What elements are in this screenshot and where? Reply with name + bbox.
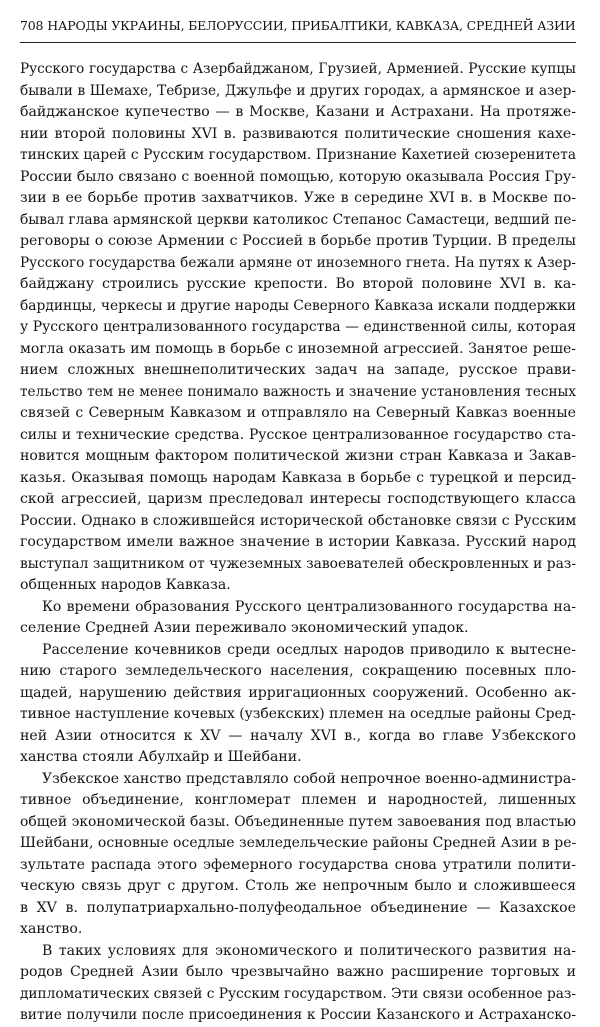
text-line: тивное объединение, конгломерат племен и народностей, лишенных xyxy=(20,792,576,808)
text-line: общенных народов Кавказа. xyxy=(20,577,231,593)
text-line: выступал защитником от чужеземных завоевателей обескровленных и раз- xyxy=(20,555,576,572)
text-line: тельство тем не менее понимало важность и значение установления тесных xyxy=(20,383,576,400)
running-header xyxy=(20,14,576,38)
text-line: В таких условиях для экономического и политического развития на- xyxy=(42,942,576,959)
text-line: ческую связь друг с другом. Столь же непрочным было и сложившееся xyxy=(20,878,576,894)
text-line: Русского государства бежали армяне от иноземного гнета. На путях к Азер- xyxy=(20,254,576,271)
text-line: нием сложных внешнеполитических задач на западе, русское прави- xyxy=(20,362,576,378)
text-line: новится мощным фактором политической жизни стран Кавказа и Закав- xyxy=(20,448,576,464)
text-line: казья. Оказывая помощь народам Кавказа в борьбе с турецкой и персид- xyxy=(20,469,576,486)
text-line: реговоры о союзе Армении с Россией в борьбе против Турции. В пределы xyxy=(20,233,576,249)
body-text xyxy=(20,59,576,1027)
text-line: ханство. xyxy=(20,921,83,937)
text-line: бывали в Шемахе, Тебризе, Джульфе и других городах, а армянское и азер- xyxy=(20,82,576,99)
text-line: зультате распада этого эфемерного государства снова утратили полити- xyxy=(20,856,576,873)
text-line: России было связано с военной помощью, которую оказывала Россия Гру- xyxy=(20,168,576,185)
text-line: тивное наступление кочевых (узбекских) племен на оседлые районы Сред- xyxy=(20,706,576,722)
text-line: у Русского централизованного государства — единственной силы, которая xyxy=(20,319,576,335)
text-line: Узбекское ханство представляло собой непрочное военно-администра- xyxy=(42,770,576,787)
text-line: России. Однако в сложившейся исторической обстановке связи с Русским xyxy=(20,512,576,529)
text-line: нию старого земледельческого населения, сокращению посевных пло- xyxy=(20,663,576,679)
text-line: байджанское купечество — в Москве, Казани и Астрахани. На протяже- xyxy=(20,104,576,120)
text-line: силы и технические средства. Русское централизованное государство ста- xyxy=(20,426,576,443)
text-line: селение Средней Азии переживало экономический упадок. xyxy=(20,620,469,636)
text-line: Расселение кочевников среди оседлых народов приводило к вытесне- xyxy=(42,641,576,658)
text-line: ханства стояли Абулхайр и Шейбани. xyxy=(20,749,302,765)
text-line: связей с Северным Кавказом и отправляло на Северный Кавказ военные xyxy=(20,405,576,421)
header-rule xyxy=(20,42,576,43)
text-line: общей экономической базы. Объединенные путем завоевания под властью xyxy=(20,813,576,830)
text-line: государством имели важное значение в истории Кавказа. Русский народ xyxy=(20,534,576,550)
text-line: зии в ее борьбе против захватчиков. Уже в середине XVI в. в Москве по- xyxy=(20,190,576,206)
page-number: 708 xyxy=(20,18,44,33)
running-title: НАРОДЫ УКРАИНЫ, БЕЛОРУССИИ, ПРИБАЛТИКИ, КАВКАЗА, СРЕДНЕЙ АЗИИ xyxy=(47,18,576,33)
text-line: бывал глава армянской церкви католикос Степанос Самастеци, ведший пе- xyxy=(20,211,576,228)
text-line: тинских царей с Русским государством. Признание Кахетией сюзеренитета xyxy=(20,147,576,163)
text-line: Русского государства с Азербайджаном, Грузией, Арменией. Русские купцы xyxy=(20,61,576,77)
text-line: байджану строились русские крепости. Во второй половине XVI в. ка- xyxy=(20,276,576,292)
text-line: Шейбани, основные оседлые земледельческие районы Средней Азии в ре- xyxy=(20,835,576,851)
text-line: Ко времени образования Русского централизованного государства на- xyxy=(42,598,576,615)
text-line: в XV в. полупатриархально-полуфеодальное объединение — Казахское xyxy=(20,899,576,916)
text-line: ской агрессией, царизм преследовал интересы господствующего класса xyxy=(20,491,576,507)
text-line: могла оказать им помощь в борьбе с иноземной агрессией. Занятое реше- xyxy=(20,340,576,357)
text-line: родов Средней Азии было чрезвычайно важно расширение торговых и xyxy=(20,964,576,980)
text-line: бардинцы, черкесы и другие народы Северного Кавказа искали поддержки xyxy=(20,297,576,314)
text-line: ней Азии относится к XV — началу XVI в., когда во главе Узбекского xyxy=(20,727,576,744)
text-line: щадей, нарушению действия ирригационных сооружений. Особенно ак- xyxy=(20,684,576,701)
text-line: дипломатических связей с Русским государством. Эти связи особенное раз- xyxy=(20,985,576,1002)
text-line: витие получили после присоединения к России Казанского и Астраханско- xyxy=(20,1007,576,1023)
text-line: нии второй половины XVI в. развиваются политические сношения кахе- xyxy=(20,125,576,142)
